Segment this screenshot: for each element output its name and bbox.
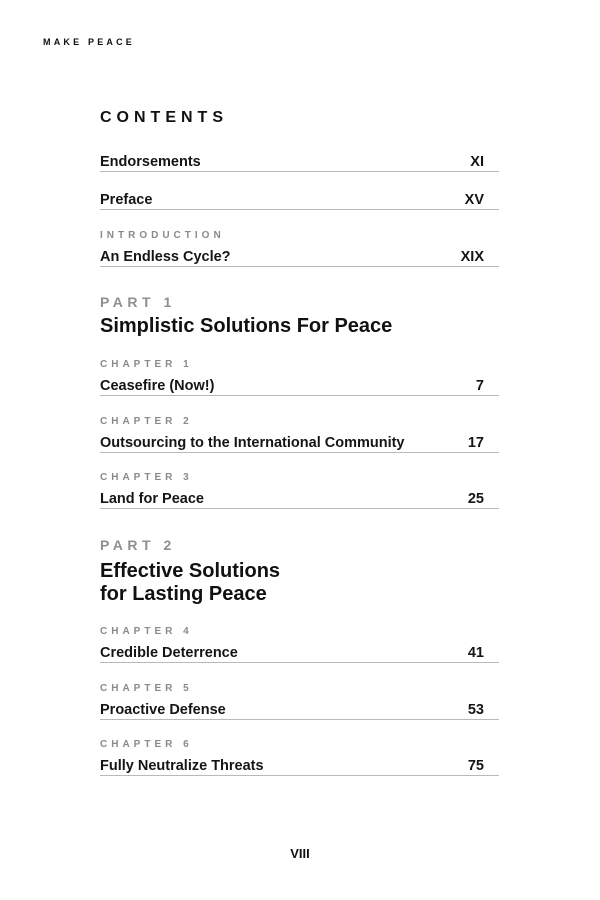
toc-entry-page: XI: [470, 154, 484, 170]
toc-entry-page: 7: [475, 378, 484, 394]
toc-entry-chapter-2[interactable]: [100, 433, 499, 453]
chapter-2-label: CHAPTER 2: [100, 416, 193, 427]
toc-entry-title: Ceasefire (Now!): [100, 378, 215, 394]
toc-entry-page: 41: [467, 645, 484, 661]
chapter-1-label: CHAPTER 1: [100, 359, 193, 370]
toc-entry-page: 17: [467, 435, 484, 451]
part-title-line: Simplistic Solutions For Peace: [100, 315, 393, 337]
chapter-4-label: CHAPTER 4: [100, 626, 193, 637]
toc-entry-title: An Endless Cycle?: [100, 249, 231, 265]
running-head: MAKE PEACE: [43, 37, 136, 47]
toc-entry-endorsements[interactable]: [100, 152, 499, 172]
toc-entry-chapter-5[interactable]: [100, 700, 499, 720]
toc-entry-page: 25: [467, 491, 484, 507]
chapter-3-label: CHAPTER 3: [100, 472, 193, 483]
toc-entry-page: 75: [467, 758, 484, 774]
part-2-label: PART 2: [100, 537, 176, 553]
contents-title: CONTENTS: [100, 109, 228, 126]
toc-entry-title: Land for Peace: [100, 491, 204, 507]
toc-entry-title: Fully Neutralize Threats: [100, 758, 264, 774]
toc-entry-title: Outsourcing to the International Community: [100, 435, 405, 451]
toc-entry-chapter-4[interactable]: [100, 643, 499, 663]
part-1-label: PART 1: [100, 294, 176, 310]
toc-entry-chapter-1[interactable]: [100, 376, 499, 396]
toc-entry-page: XIX: [460, 249, 484, 265]
toc-entry-title: Preface: [100, 192, 153, 208]
toc-entry-chapter-6[interactable]: [100, 756, 499, 776]
part-2-title: [100, 560, 280, 606]
part-title-line: for Lasting Peace: [100, 583, 267, 605]
part-title-line: Effective Solutions: [100, 560, 281, 582]
toc-entry-title: Endorsements: [100, 154, 201, 170]
chapter-6-label: CHAPTER 6: [100, 739, 193, 750]
toc-entry-preface[interactable]: [100, 190, 499, 210]
toc-entry-title: Credible Deterrence: [100, 645, 238, 661]
toc-entry-page: XV: [464, 192, 484, 208]
page-number: VIII: [290, 846, 310, 861]
toc-entry-title: Proactive Defense: [100, 702, 226, 718]
part-1-title: [100, 315, 392, 338]
toc-entry-page: 53: [467, 702, 484, 718]
introduction-label: INTRODUCTION: [100, 230, 225, 241]
toc-entry-chapter-3[interactable]: [100, 489, 499, 509]
chapter-5-label: CHAPTER 5: [100, 683, 193, 694]
toc-entry-introduction[interactable]: [100, 247, 499, 267]
